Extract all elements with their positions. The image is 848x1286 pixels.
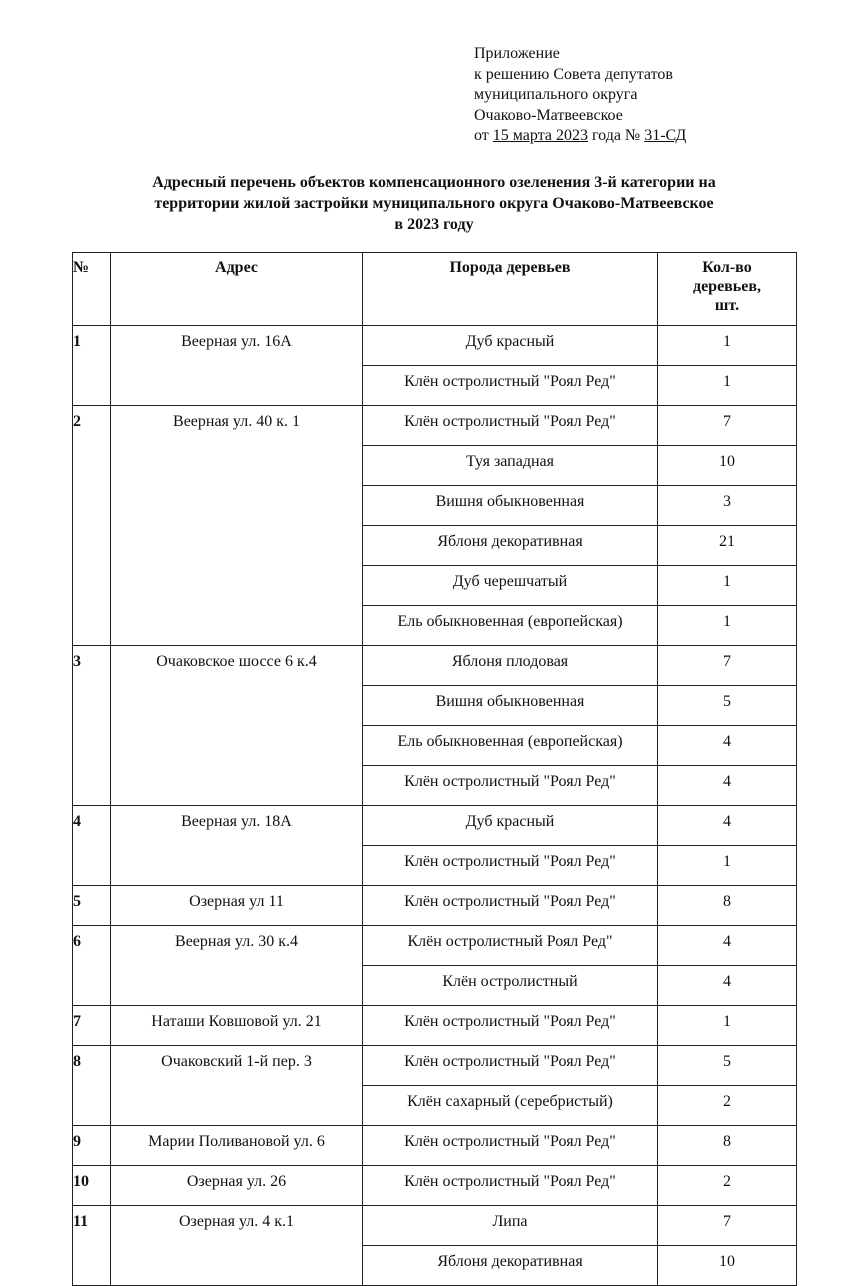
species-cell: Ель обыкновенная (европейская) <box>363 726 658 766</box>
table-row <box>73 806 797 846</box>
table-row <box>73 326 797 366</box>
species-cell: Клён остролистный "Роял Ред" <box>363 1166 658 1206</box>
count-cell: 1 <box>658 366 797 406</box>
address-cell: Веерная ул. 30 к.4 <box>111 926 363 1006</box>
species-cell: Клён сахарный (серебристый) <box>363 1086 658 1126</box>
species-cell: Клён остролистный "Роял Ред" <box>363 846 658 886</box>
address-cell: Веерная ул. 16А <box>111 326 363 406</box>
species-cell: Яблоня декоративная <box>363 526 658 566</box>
address-cell: Озерная ул. 26 <box>111 1166 363 1206</box>
count-cell: 2 <box>658 1166 797 1206</box>
appendix-block <box>474 44 686 147</box>
count-cell: 7 <box>658 1206 797 1246</box>
document-title <box>72 172 796 235</box>
count-cell: 1 <box>658 846 797 886</box>
count-cell: 8 <box>658 886 797 926</box>
title-line: Адресный перечень объектов компенсационного озеленения 3-й категории на <box>152 174 716 191</box>
decision-middle: года № <box>587 127 645 145</box>
count-cell: 4 <box>658 966 797 1006</box>
header-num: № <box>73 253 111 326</box>
address-cell: Веерная ул. 40 к. 1 <box>111 406 363 646</box>
row-number: 7 <box>73 1006 111 1046</box>
address-cell: Марии Поливановой ул. 6 <box>111 1126 363 1166</box>
header-count-line: Кол-во <box>702 259 752 276</box>
header-species: Порода деревьев <box>363 253 658 326</box>
address-cell: Очаковское шоссе 6 к.4 <box>111 646 363 806</box>
count-cell: 8 <box>658 1126 797 1166</box>
species-cell: Дуб красный <box>363 806 658 846</box>
row-number: 2 <box>73 406 111 646</box>
header-count <box>658 253 797 326</box>
species-cell: Яблоня декоративная <box>363 1246 658 1286</box>
table-body <box>73 326 797 1286</box>
species-cell: Вишня обыкновенная <box>363 486 658 526</box>
count-cell: 4 <box>658 926 797 966</box>
count-cell: 1 <box>658 326 797 366</box>
row-number: 4 <box>73 806 111 886</box>
count-cell: 4 <box>658 806 797 846</box>
species-cell: Туя западная <box>363 446 658 486</box>
row-number: 8 <box>73 1046 111 1126</box>
decision-prefix: от <box>474 127 493 145</box>
count-cell: 4 <box>658 726 797 766</box>
table-header-row <box>73 253 797 326</box>
row-number: 6 <box>73 926 111 1006</box>
table-row <box>73 1006 797 1046</box>
table-row <box>73 1126 797 1166</box>
header-count-line: деревьев, <box>692 278 762 295</box>
table-row <box>73 926 797 966</box>
count-cell: 3 <box>658 486 797 526</box>
address-cell: Наташи Ковшовой ул. 21 <box>111 1006 363 1046</box>
table-row <box>73 646 797 686</box>
decision-number: 31-СД <box>644 127 687 145</box>
address-cell: Веерная ул. 18А <box>111 806 363 886</box>
count-cell: 10 <box>658 446 797 486</box>
objects-table <box>72 252 797 1286</box>
address-cell: Озерная ул 11 <box>111 886 363 926</box>
species-cell: Клён остролистный <box>363 966 658 1006</box>
count-cell: 1 <box>658 566 797 606</box>
species-cell: Дуб черешчатый <box>363 566 658 606</box>
species-cell: Клён остролистный "Роял Ред" <box>363 886 658 926</box>
table-row <box>73 1206 797 1246</box>
address-cell: Озерная ул. 4 к.1 <box>111 1206 363 1286</box>
table-row <box>73 406 797 446</box>
decision-date: 15 марта 2023 <box>492 127 588 145</box>
species-cell: Клён остролистный "Роял Ред" <box>363 1006 658 1046</box>
count-cell: 21 <box>658 526 797 566</box>
title-line: в 2023 году <box>394 216 474 233</box>
header-count-line: шт. <box>714 297 740 314</box>
species-cell: Ель обыкновенная (европейская) <box>363 606 658 646</box>
table-row <box>73 1046 797 1086</box>
count-cell: 5 <box>658 686 797 726</box>
row-number: 3 <box>73 646 111 806</box>
count-cell: 7 <box>658 646 797 686</box>
species-cell: Клён остролистный "Роял Ред" <box>363 1126 658 1166</box>
row-number: 11 <box>73 1206 111 1286</box>
count-cell: 1 <box>658 606 797 646</box>
species-cell: Липа <box>363 1206 658 1246</box>
species-cell: Клён остролистный Роял Ред" <box>363 926 658 966</box>
row-number: 1 <box>73 326 111 406</box>
count-cell: 4 <box>658 766 797 806</box>
species-cell: Клён остролистный "Роял Ред" <box>363 406 658 446</box>
count-cell: 1 <box>658 1006 797 1046</box>
count-cell: 5 <box>658 1046 797 1086</box>
appendix-line: муниципального округа <box>474 86 638 104</box>
appendix-line: Очаково-Матвеевское <box>474 106 623 124</box>
table-row <box>73 886 797 926</box>
count-cell: 10 <box>658 1246 797 1286</box>
title-line: территории жилой застройки муниципального округа Очаково-Матвеевское <box>154 195 714 212</box>
species-cell: Яблоня плодовая <box>363 646 658 686</box>
species-cell: Клён остролистный "Роял Ред" <box>363 366 658 406</box>
row-number: 5 <box>73 886 111 926</box>
row-number: 9 <box>73 1126 111 1166</box>
row-number: 10 <box>73 1166 111 1206</box>
species-cell: Клён остролистный "Роял Ред" <box>363 766 658 806</box>
count-cell: 7 <box>658 406 797 446</box>
address-cell: Очаковский 1-й пер. 3 <box>111 1046 363 1126</box>
species-cell: Вишня обыкновенная <box>363 686 658 726</box>
appendix-decision-line <box>474 126 686 147</box>
appendix-line: к решению Совета депутатов <box>474 65 673 83</box>
species-cell: Дуб красный <box>363 326 658 366</box>
appendix-line: Приложение <box>474 45 560 62</box>
species-cell: Клён остролистный "Роял Ред" <box>363 1046 658 1086</box>
count-cell: 2 <box>658 1086 797 1126</box>
header-address: Адрес <box>111 253 363 326</box>
